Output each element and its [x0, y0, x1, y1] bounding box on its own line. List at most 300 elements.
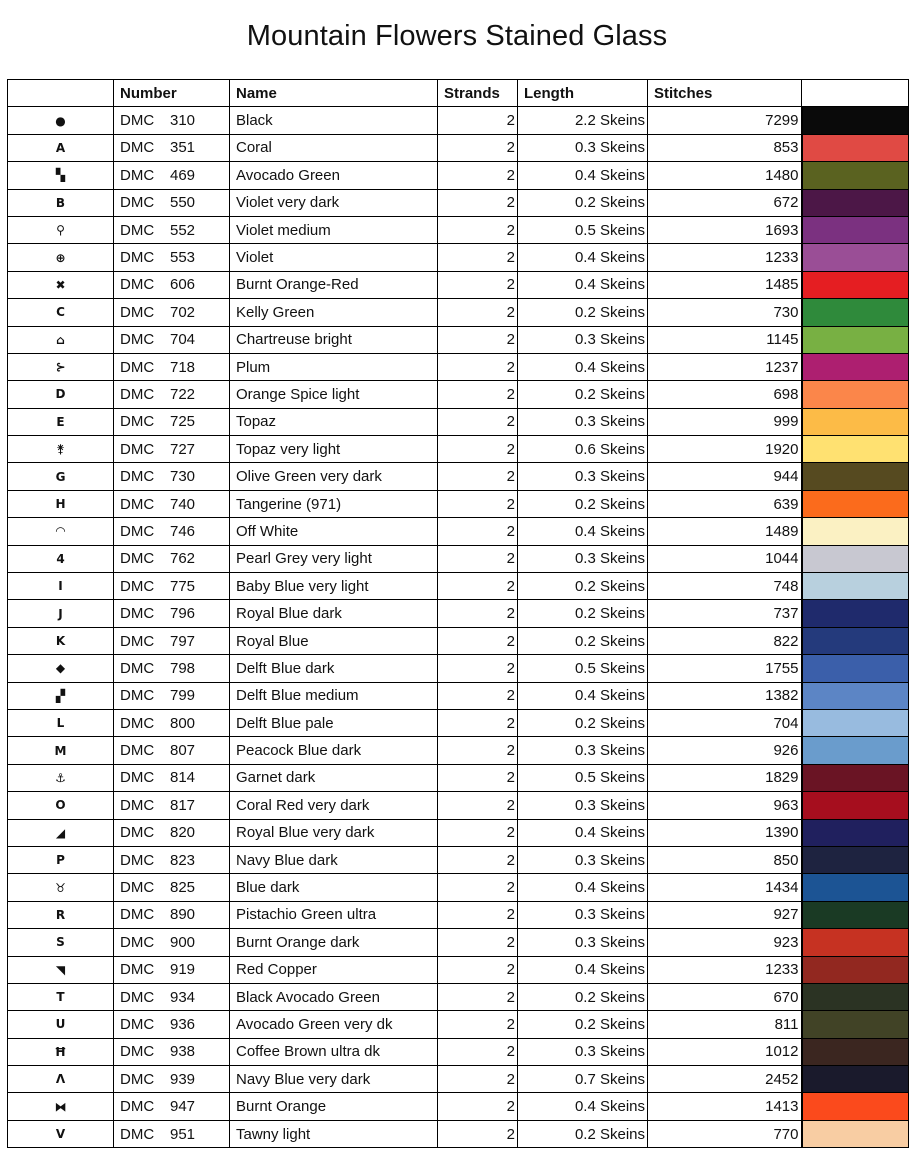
- header-color: [802, 80, 909, 107]
- color-code: 820: [170, 824, 196, 842]
- stitches-cell: 927: [648, 901, 802, 928]
- color-swatch: [803, 409, 909, 435]
- stitches-cell: 737: [648, 600, 802, 627]
- name-cell: Royal Blue dark: [230, 600, 438, 627]
- number-cell: [114, 792, 230, 819]
- color-code: 936: [170, 1015, 196, 1033]
- table-row: [8, 929, 909, 956]
- stitches-cell: 853: [648, 134, 802, 161]
- number-cell: [114, 956, 230, 983]
- number-cell: [114, 1120, 230, 1147]
- length-cell: 0.2 Skeins: [518, 600, 648, 627]
- number-cell: [114, 1038, 230, 1065]
- number-cell: [114, 353, 230, 380]
- brand-label: DMC: [120, 933, 155, 951]
- brand-label: DMC: [120, 440, 155, 458]
- brand-label: DMC: [120, 742, 155, 760]
- name-cell: Avocado Green very dk: [230, 1011, 438, 1038]
- color-code: 817: [170, 796, 196, 814]
- name-cell: Pistachio Green ultra: [230, 901, 438, 928]
- table-row: [8, 792, 909, 819]
- name-cell: Orange Spice light: [230, 381, 438, 408]
- symbol-cell: ♉: [8, 874, 114, 901]
- brand-label: DMC: [120, 1015, 155, 1033]
- brand-label: DMC: [120, 577, 155, 595]
- length-cell: 0.5 Skeins: [518, 655, 648, 682]
- name-cell: Plum: [230, 353, 438, 380]
- number-cell: [114, 929, 230, 956]
- brand-label: DMC: [120, 112, 155, 130]
- length-cell: 0.2 Skeins: [518, 983, 648, 1010]
- stitches-cell: 1413: [648, 1093, 802, 1120]
- color-swatch-cell: [802, 846, 909, 873]
- number-cell: [114, 573, 230, 600]
- symbol-cell: O: [8, 792, 114, 819]
- stitches-cell: 1480: [648, 162, 802, 189]
- stitches-cell: 923: [648, 929, 802, 956]
- length-cell: 0.3 Skeins: [518, 901, 648, 928]
- symbol-cell: ◥: [8, 956, 114, 983]
- brand-label: DMC: [120, 303, 155, 321]
- length-cell: 0.4 Skeins: [518, 518, 648, 545]
- symbol-cell: I: [8, 573, 114, 600]
- length-cell: 0.2 Skeins: [518, 627, 648, 654]
- table-row: [8, 1038, 909, 1065]
- color-code: 947: [170, 1098, 196, 1116]
- color-swatch: [803, 190, 909, 216]
- color-swatch: [803, 573, 909, 599]
- table-row: [8, 819, 909, 846]
- color-code: 740: [170, 495, 196, 513]
- name-cell: Garnet dark: [230, 764, 438, 791]
- header-number: Number: [114, 80, 230, 107]
- symbol-cell: ●: [8, 107, 114, 134]
- stitches-cell: 704: [648, 709, 802, 736]
- color-code: 938: [170, 1043, 196, 1061]
- color-swatch: [803, 463, 909, 489]
- stitches-cell: 1382: [648, 682, 802, 709]
- table-row: [8, 463, 909, 490]
- number-cell: [114, 846, 230, 873]
- name-cell: Topaz: [230, 408, 438, 435]
- stitches-cell: 1485: [648, 271, 802, 298]
- symbol-cell: 4: [8, 545, 114, 572]
- color-code: 807: [170, 742, 196, 760]
- stitches-cell: 944: [648, 463, 802, 490]
- symbol-cell: T: [8, 983, 114, 1010]
- number-cell: [114, 1066, 230, 1093]
- length-cell: 0.3 Skeins: [518, 545, 648, 572]
- name-cell: Coral Red very dark: [230, 792, 438, 819]
- table-row: [8, 134, 909, 161]
- symbol-cell: U: [8, 1011, 114, 1038]
- brand-label: DMC: [120, 1098, 155, 1116]
- stitches-cell: 1489: [648, 518, 802, 545]
- color-swatch-cell: [802, 353, 909, 380]
- stitches-cell: 1434: [648, 874, 802, 901]
- name-cell: Off White: [230, 518, 438, 545]
- table-row: [8, 682, 909, 709]
- brand-label: DMC: [120, 659, 155, 677]
- color-swatch-cell: [802, 216, 909, 243]
- color-swatch-cell: [802, 1093, 909, 1120]
- number-cell: [114, 901, 230, 928]
- table-row: [8, 518, 909, 545]
- name-cell: Olive Green very dark: [230, 463, 438, 490]
- length-cell: 0.2 Skeins: [518, 189, 648, 216]
- brand-label: DMC: [120, 879, 155, 897]
- length-cell: 0.4 Skeins: [518, 162, 648, 189]
- strands-cell: 2: [438, 353, 518, 380]
- name-cell: Royal Blue very dark: [230, 819, 438, 846]
- thread-table: [7, 79, 909, 1148]
- stitches-cell: 639: [648, 490, 802, 517]
- brand-label: DMC: [120, 824, 155, 842]
- color-code: 704: [170, 331, 196, 349]
- stitches-cell: 672: [648, 189, 802, 216]
- table-row: [8, 956, 909, 983]
- color-swatch-cell: [802, 600, 909, 627]
- brand-label: DMC: [120, 550, 155, 568]
- number-cell: [114, 682, 230, 709]
- symbol-cell: ⚵: [8, 436, 114, 463]
- table-row: [8, 244, 909, 271]
- table-row: [8, 655, 909, 682]
- name-cell: Blue dark: [230, 874, 438, 901]
- color-code: 934: [170, 988, 196, 1006]
- stitches-cell: 698: [648, 381, 802, 408]
- symbol-cell: H: [8, 490, 114, 517]
- brand-label: DMC: [120, 687, 155, 705]
- strands-cell: 2: [438, 929, 518, 956]
- color-code: 552: [170, 221, 196, 239]
- strands-cell: 2: [438, 545, 518, 572]
- length-cell: 0.4 Skeins: [518, 819, 648, 846]
- strands-cell: 2: [438, 216, 518, 243]
- strands-cell: 2: [438, 983, 518, 1010]
- color-swatch: [803, 299, 909, 325]
- table-row: [8, 983, 909, 1010]
- name-cell: Chartreuse bright: [230, 326, 438, 353]
- color-swatch: [803, 518, 909, 544]
- stitches-cell: 748: [648, 573, 802, 600]
- table-row: [8, 874, 909, 901]
- table-row: [8, 299, 909, 326]
- color-code: 730: [170, 468, 196, 486]
- stitches-cell: 822: [648, 627, 802, 654]
- number-cell: [114, 107, 230, 134]
- brand-label: DMC: [120, 522, 155, 540]
- symbol-cell: S: [8, 929, 114, 956]
- color-swatch-cell: [802, 737, 909, 764]
- color-swatch-cell: [802, 134, 909, 161]
- header-name: Name: [230, 80, 438, 107]
- brand-label: DMC: [120, 139, 155, 157]
- color-swatch: [803, 792, 909, 818]
- strands-cell: 2: [438, 189, 518, 216]
- length-cell: 0.4 Skeins: [518, 271, 648, 298]
- header-strands: Strands: [438, 80, 518, 107]
- color-swatch-cell: [802, 381, 909, 408]
- header-length: Length: [518, 80, 648, 107]
- symbol-cell: L: [8, 709, 114, 736]
- color-swatch-cell: [802, 271, 909, 298]
- brand-label: DMC: [120, 1125, 155, 1143]
- table-row: [8, 216, 909, 243]
- table-row: [8, 901, 909, 928]
- brand-label: DMC: [120, 1043, 155, 1061]
- number-cell: [114, 490, 230, 517]
- color-swatch: [803, 327, 909, 353]
- brand-label: DMC: [120, 605, 155, 623]
- color-swatch: [803, 902, 909, 928]
- length-cell: 0.4 Skeins: [518, 682, 648, 709]
- color-swatch: [803, 628, 909, 654]
- color-swatch: [803, 655, 909, 681]
- symbol-cell: G: [8, 463, 114, 490]
- stitches-cell: 1920: [648, 436, 802, 463]
- color-code: 351: [170, 139, 196, 157]
- name-cell: Burnt Orange dark: [230, 929, 438, 956]
- length-cell: 0.6 Skeins: [518, 436, 648, 463]
- color-code: 550: [170, 194, 196, 212]
- table-row: [8, 490, 909, 517]
- strands-cell: 2: [438, 381, 518, 408]
- symbol-cell: Λ: [8, 1066, 114, 1093]
- symbol-cell: E: [8, 408, 114, 435]
- color-swatch-cell: [802, 682, 909, 709]
- length-cell: 0.2 Skeins: [518, 490, 648, 517]
- color-swatch-cell: [802, 299, 909, 326]
- strands-cell: 2: [438, 134, 518, 161]
- color-swatch: [803, 135, 909, 161]
- name-cell: Delft Blue pale: [230, 709, 438, 736]
- stitches-cell: 670: [648, 983, 802, 1010]
- color-swatch-cell: [802, 874, 909, 901]
- name-cell: Pearl Grey very light: [230, 545, 438, 572]
- strands-cell: 2: [438, 956, 518, 983]
- page-title: Mountain Flowers Stained Glass: [246, 20, 668, 52]
- color-swatch-cell: [802, 1120, 909, 1147]
- strands-cell: 2: [438, 1120, 518, 1147]
- length-cell: 0.2 Skeins: [518, 1011, 648, 1038]
- strands-cell: 2: [438, 682, 518, 709]
- stitches-cell: 7299: [648, 107, 802, 134]
- number-cell: [114, 518, 230, 545]
- stitches-cell: 963: [648, 792, 802, 819]
- color-swatch-cell: [802, 627, 909, 654]
- number-cell: [114, 627, 230, 654]
- number-cell: [114, 983, 230, 1010]
- color-swatch-cell: [802, 107, 909, 134]
- stitches-cell: 1233: [648, 244, 802, 271]
- color-swatch-cell: [802, 545, 909, 572]
- strands-cell: 2: [438, 244, 518, 271]
- strands-cell: 2: [438, 901, 518, 928]
- brand-label: DMC: [120, 1070, 155, 1088]
- color-swatch-cell: [802, 244, 909, 271]
- color-swatch-cell: [802, 901, 909, 928]
- color-code: 725: [170, 413, 196, 431]
- strands-cell: 2: [438, 1011, 518, 1038]
- color-code: 890: [170, 906, 196, 924]
- brand-label: DMC: [120, 495, 155, 513]
- color-code: 823: [170, 851, 196, 869]
- strands-cell: 2: [438, 326, 518, 353]
- brand-label: DMC: [120, 906, 155, 924]
- stitches-cell: 1012: [648, 1038, 802, 1065]
- stitches-cell: 850: [648, 846, 802, 873]
- color-swatch-cell: [802, 573, 909, 600]
- name-cell: Peacock Blue dark: [230, 737, 438, 764]
- strands-cell: 2: [438, 737, 518, 764]
- stitches-cell: 1829: [648, 764, 802, 791]
- number-cell: [114, 216, 230, 243]
- length-cell: 0.3 Skeins: [518, 1038, 648, 1065]
- color-code: 553: [170, 249, 196, 267]
- stitches-cell: 770: [648, 1120, 802, 1147]
- strands-cell: 2: [438, 627, 518, 654]
- brand-label: DMC: [120, 413, 155, 431]
- name-cell: Baby Blue very light: [230, 573, 438, 600]
- symbol-cell: ▞: [8, 682, 114, 709]
- length-cell: 0.2 Skeins: [518, 709, 648, 736]
- strands-cell: 2: [438, 1066, 518, 1093]
- color-code: 900: [170, 933, 196, 951]
- symbol-cell: C: [8, 299, 114, 326]
- length-cell: 2.2 Skeins: [518, 107, 648, 134]
- table-row: [8, 627, 909, 654]
- stitches-cell: 999: [648, 408, 802, 435]
- length-cell: 0.3 Skeins: [518, 326, 648, 353]
- color-swatch: [803, 381, 909, 407]
- color-swatch-cell: [802, 490, 909, 517]
- table-row: [8, 408, 909, 435]
- strands-cell: 2: [438, 819, 518, 846]
- symbol-cell: ⚓: [8, 764, 114, 791]
- number-cell: [114, 244, 230, 271]
- number-cell: [114, 874, 230, 901]
- color-code: 762: [170, 550, 196, 568]
- name-cell: Tawny light: [230, 1120, 438, 1147]
- table-row: [8, 436, 909, 463]
- color-swatch: [803, 1011, 909, 1037]
- stitches-cell: 1390: [648, 819, 802, 846]
- length-cell: 0.2 Skeins: [518, 573, 648, 600]
- color-code: 814: [170, 769, 196, 787]
- color-swatch: [803, 929, 909, 955]
- name-cell: Delft Blue dark: [230, 655, 438, 682]
- name-cell: Coffee Brown ultra dk: [230, 1038, 438, 1065]
- name-cell: Delft Blue medium: [230, 682, 438, 709]
- color-code: 939: [170, 1070, 196, 1088]
- number-cell: [114, 819, 230, 846]
- length-cell: 0.3 Skeins: [518, 929, 648, 956]
- length-cell: 0.4 Skeins: [518, 1093, 648, 1120]
- brand-label: DMC: [120, 961, 155, 979]
- brand-label: DMC: [120, 988, 155, 1006]
- color-code: 775: [170, 577, 196, 595]
- table-row: [8, 737, 909, 764]
- stitches-cell: 2452: [648, 1066, 802, 1093]
- color-swatch: [803, 600, 909, 626]
- name-cell: Red Copper: [230, 956, 438, 983]
- color-swatch-cell: [802, 709, 909, 736]
- color-code: 606: [170, 276, 196, 294]
- table-row: [8, 162, 909, 189]
- number-cell: [114, 162, 230, 189]
- header-stitches: Stitches: [648, 80, 802, 107]
- strands-cell: 2: [438, 107, 518, 134]
- table-row: [8, 107, 909, 134]
- symbol-cell: A: [8, 134, 114, 161]
- header-symbol: [8, 80, 114, 107]
- length-cell: 0.2 Skeins: [518, 381, 648, 408]
- number-cell: [114, 737, 230, 764]
- brand-label: DMC: [120, 632, 155, 650]
- symbol-cell: K: [8, 627, 114, 654]
- symbol-cell: ◢: [8, 819, 114, 846]
- number-cell: [114, 299, 230, 326]
- color-swatch: [803, 272, 909, 298]
- strands-cell: 2: [438, 655, 518, 682]
- length-cell: 0.2 Skeins: [518, 1120, 648, 1147]
- name-cell: Burnt Orange-Red: [230, 271, 438, 298]
- strands-cell: 2: [438, 764, 518, 791]
- color-swatch: [803, 683, 909, 709]
- stitches-cell: 1693: [648, 216, 802, 243]
- table-row: [8, 600, 909, 627]
- strands-cell: 2: [438, 490, 518, 517]
- header-row: [8, 80, 909, 107]
- color-swatch-cell: [802, 1038, 909, 1065]
- name-cell: Kelly Green: [230, 299, 438, 326]
- color-swatch: [803, 354, 909, 380]
- brand-label: DMC: [120, 851, 155, 869]
- color-swatch: [803, 820, 909, 846]
- length-cell: 0.5 Skeins: [518, 764, 648, 791]
- stitches-cell: 1044: [648, 545, 802, 572]
- strands-cell: 2: [438, 709, 518, 736]
- length-cell: 0.3 Skeins: [518, 408, 648, 435]
- number-cell: [114, 134, 230, 161]
- color-swatch-cell: [802, 189, 909, 216]
- brand-label: DMC: [120, 249, 155, 267]
- strands-cell: 2: [438, 1093, 518, 1120]
- number-cell: [114, 545, 230, 572]
- name-cell: Violet medium: [230, 216, 438, 243]
- color-swatch: [803, 244, 909, 270]
- color-code: 310: [170, 112, 196, 130]
- table-row: [8, 846, 909, 873]
- symbol-cell: ⌂: [8, 326, 114, 353]
- table-row: [8, 189, 909, 216]
- color-swatch-cell: [802, 1066, 909, 1093]
- length-cell: 0.4 Skeins: [518, 353, 648, 380]
- symbol-cell: M: [8, 737, 114, 764]
- color-swatch-cell: [802, 436, 909, 463]
- color-code: 702: [170, 303, 196, 321]
- brand-label: DMC: [120, 385, 155, 403]
- length-cell: 0.5 Skeins: [518, 216, 648, 243]
- symbol-cell: P: [8, 846, 114, 873]
- color-swatch: [803, 162, 909, 188]
- number-cell: [114, 655, 230, 682]
- color-code: 746: [170, 522, 196, 540]
- name-cell: Tangerine (971): [230, 490, 438, 517]
- strands-cell: 2: [438, 600, 518, 627]
- length-cell: 0.3 Skeins: [518, 846, 648, 873]
